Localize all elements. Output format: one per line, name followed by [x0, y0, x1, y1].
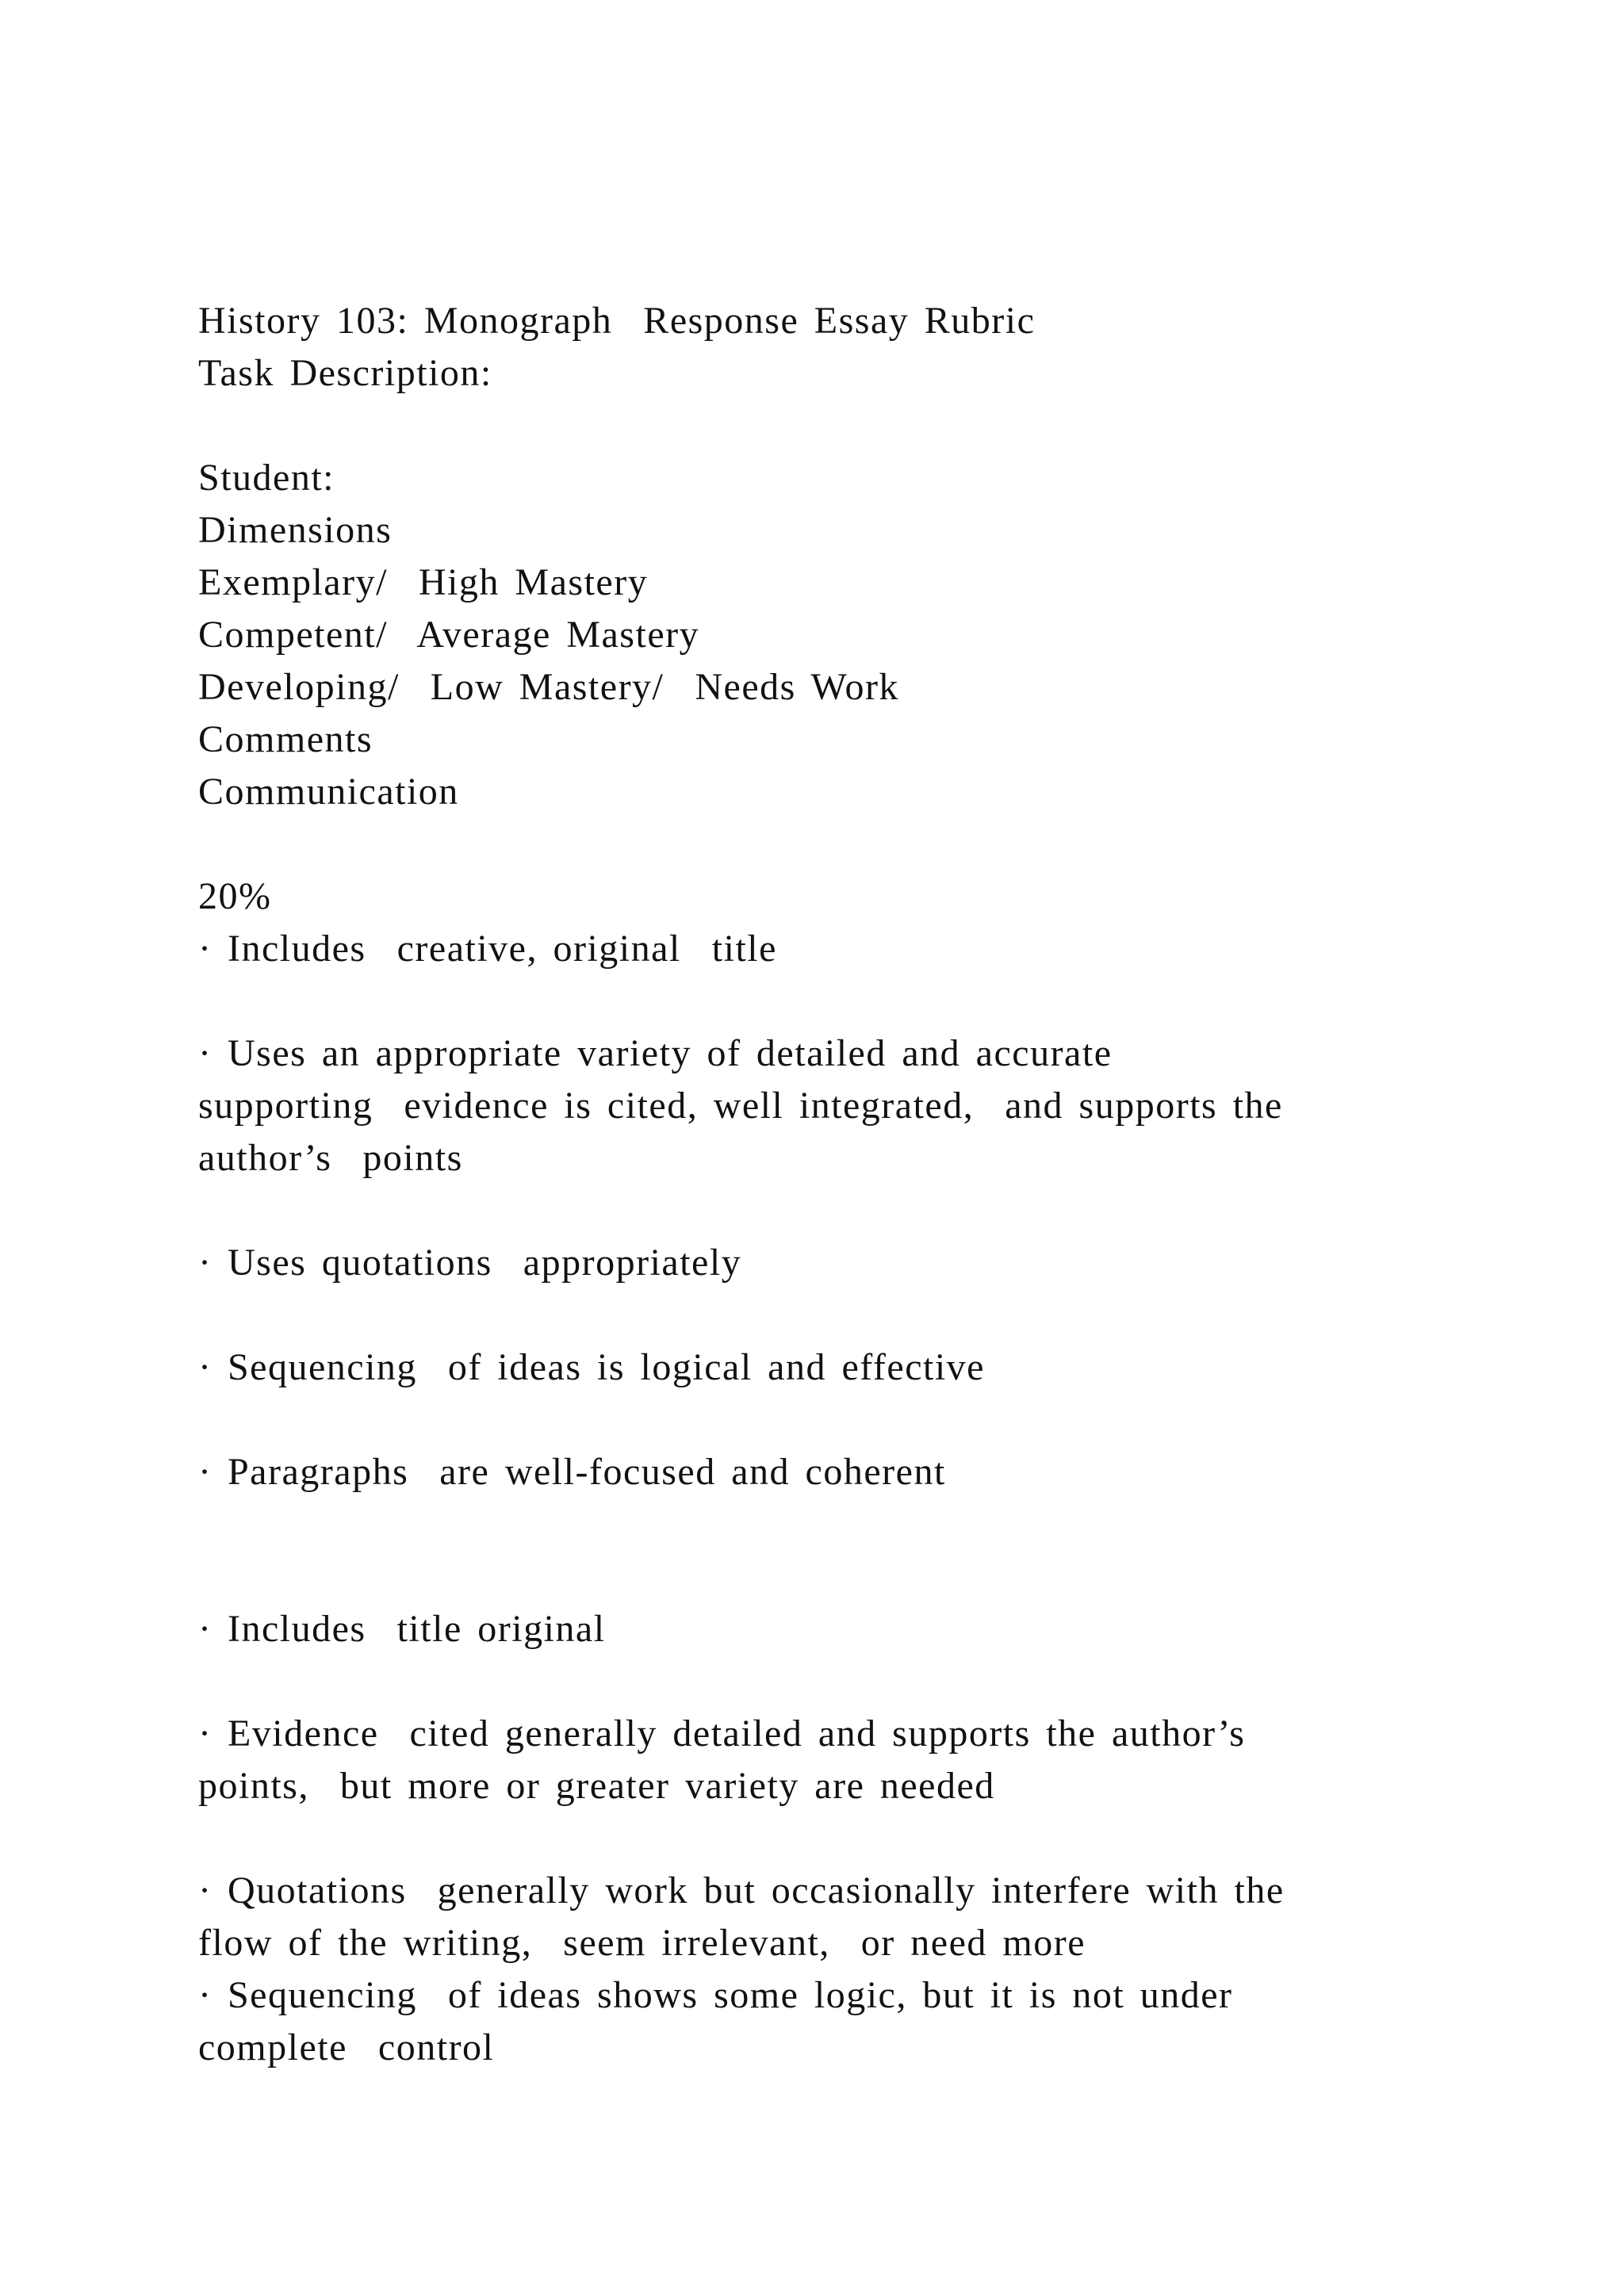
- spacer: [198, 1289, 1435, 1341]
- competent-item: · Evidence cited generally detailed and supports the author’s: [198, 1712, 1246, 1755]
- exemplary-item-continued: author’s points: [198, 1137, 463, 1179]
- rubric-document: [198, 295, 1435, 2074]
- column-header-dimensions: Dimensions: [198, 509, 393, 551]
- competent-item-continued: flow of the writing, seem irrelevant, or need more: [198, 1922, 1086, 1964]
- spacer: [198, 400, 1435, 452]
- column-header-exemplary: Exemplary/ High Mastery: [198, 561, 649, 603]
- competent-item: · Sequencing of ideas shows some logic, but it is not under: [198, 1974, 1233, 2016]
- dimension-name: Communication: [198, 771, 459, 813]
- exemplary-item: · Paragraphs are well-focused and coherent: [198, 1451, 946, 1493]
- column-header-comments: Comments: [198, 718, 373, 760]
- column-header-competent: Competent/ Average Mastery: [198, 614, 700, 656]
- spacer: [198, 818, 1435, 871]
- spacer: [198, 1394, 1435, 1446]
- exemplary-item: · Uses quotations appropriately: [198, 1242, 742, 1284]
- spacer: [198, 1655, 1435, 1708]
- spacer: [198, 1184, 1435, 1237]
- competent-item-continued: complete control: [198, 2026, 495, 2068]
- dimension-weight: 20%: [198, 875, 272, 917]
- exemplary-item-continued: supporting evidence is cited, well integrated, and supports the: [198, 1085, 1283, 1127]
- document-title: History 103: Monograph Response Essay Rubric: [198, 300, 1036, 342]
- spacer: [198, 975, 1435, 1027]
- competent-item: · Includes title original: [198, 1608, 606, 1650]
- exemplary-item: · Includes creative, original title: [198, 928, 777, 970]
- column-header-developing: Developing/ Low Mastery/ Needs Work: [198, 666, 899, 708]
- competent-item: · Quotations generally work but occasionally interfere with the: [198, 1869, 1285, 1911]
- exemplary-item: · Uses an appropriate variety of detailed and accurate: [198, 1032, 1113, 1074]
- exemplary-item: · Sequencing of ideas is logical and effective: [198, 1346, 985, 1388]
- student-label: Student:: [198, 457, 335, 499]
- spacer: [198, 1812, 1435, 1865]
- spacer: [198, 1498, 1435, 1603]
- task-description-label: Task Description:: [198, 352, 492, 394]
- competent-item-continued: points, but more or greater variety are needed: [198, 1765, 995, 1807]
